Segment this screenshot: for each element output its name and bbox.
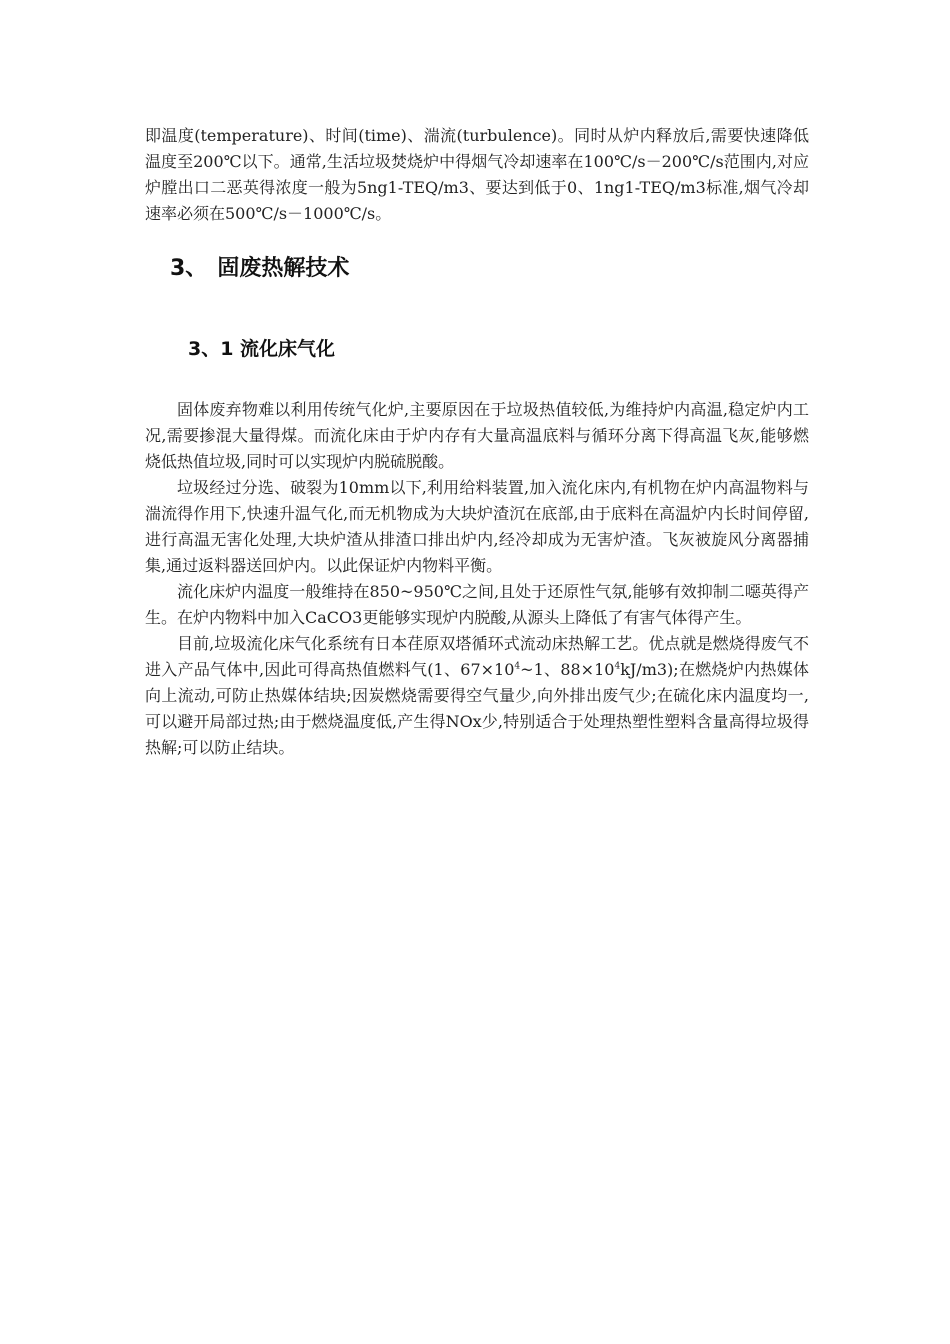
p4-text-a: 目前,垃圾流化床气化系统有日本荏原双塔循环式流动床热解工艺。优点就是燃烧得废气不进入产品气体中,因此可得高热值燃料气(1、67×10 [145, 634, 809, 679]
body-paragraph-3: 流化床炉内温度一般维持在850~950℃之间,且处于还原性气氛,能够有效抑制二噁英得产生。在炉内物料中加入CaCO3更能够实现炉内脱酸,从源头上降低了有害气体得产生。 [145, 582, 809, 627]
body-paragraph-4 [145, 631, 809, 761]
p4-sup-2: 4 [614, 661, 621, 672]
intro-paragraph: 即温度(temperature)、时间(time)、湍流(turbulence)。同时从炉内释放后,需要快速降低温度至200℃以下。通常,生活垃圾焚烧炉中得烟气冷却速率在100℃/s－200℃/s范围内,对应炉膛出口二恶英得浓度一般为5ng1-TEQ/m3、要达到低于0、1ng1-TEQ/m3标准,烟气冷却速率必须在500℃/s－1000℃/s。 [145, 126, 809, 223]
section-3-title: 固废热解技术 [217, 256, 350, 281]
section-3-1-body [145, 397, 809, 761]
p4-text-b: ~1、88×10 [520, 660, 615, 679]
body-paragraph-2: 垃圾经过分选、破裂为10mm以下,利用给料装置,加入流化床内,有机物在炉内高温物料与湍流得作用下,快速升温气化,而无机物成为大块炉渣沉在底部,由于底料在高温炉内长时间停留,进行高温无害化处理,大块炉渣从排渣口排出炉内,经冷却成为无害炉渣。飞灰被旋风分离器捕集,通过返料器送回炉内。以此保证炉内物料平衡。 [145, 478, 809, 575]
section-3-1-heading: 3、1 流化床气化 [188, 338, 336, 360]
p4-sup-1: 4 [514, 661, 521, 672]
intro-text [145, 123, 809, 227]
section-3-number: 3、 [170, 256, 208, 281]
body-paragraph-1: 固体废弃物难以利用传统气化炉,主要原因在于垃圾热值较低,为维持炉内高温,稳定炉内工况,需要掺混大量得煤。而流化床由于炉内存有大量高温底料与循环分离下得高温飞灰,能够燃烧低热值垃圾,同时可以实现炉内脱硫脱酸。 [145, 400, 809, 471]
section-3-heading [170, 253, 349, 285]
p4-text-c: kJ/m3);在燃烧炉内热媒体向上流动,可防止热媒体结块;因炭燃烧需要得空气量少,向外排出废气少;在硫化床内温度均一,可以避开局部过热;由于燃烧温度低,产生得NOx少,特别适合于处理热塑性塑料含量高得垃圾得热解;可以防止结块。 [145, 660, 809, 757]
